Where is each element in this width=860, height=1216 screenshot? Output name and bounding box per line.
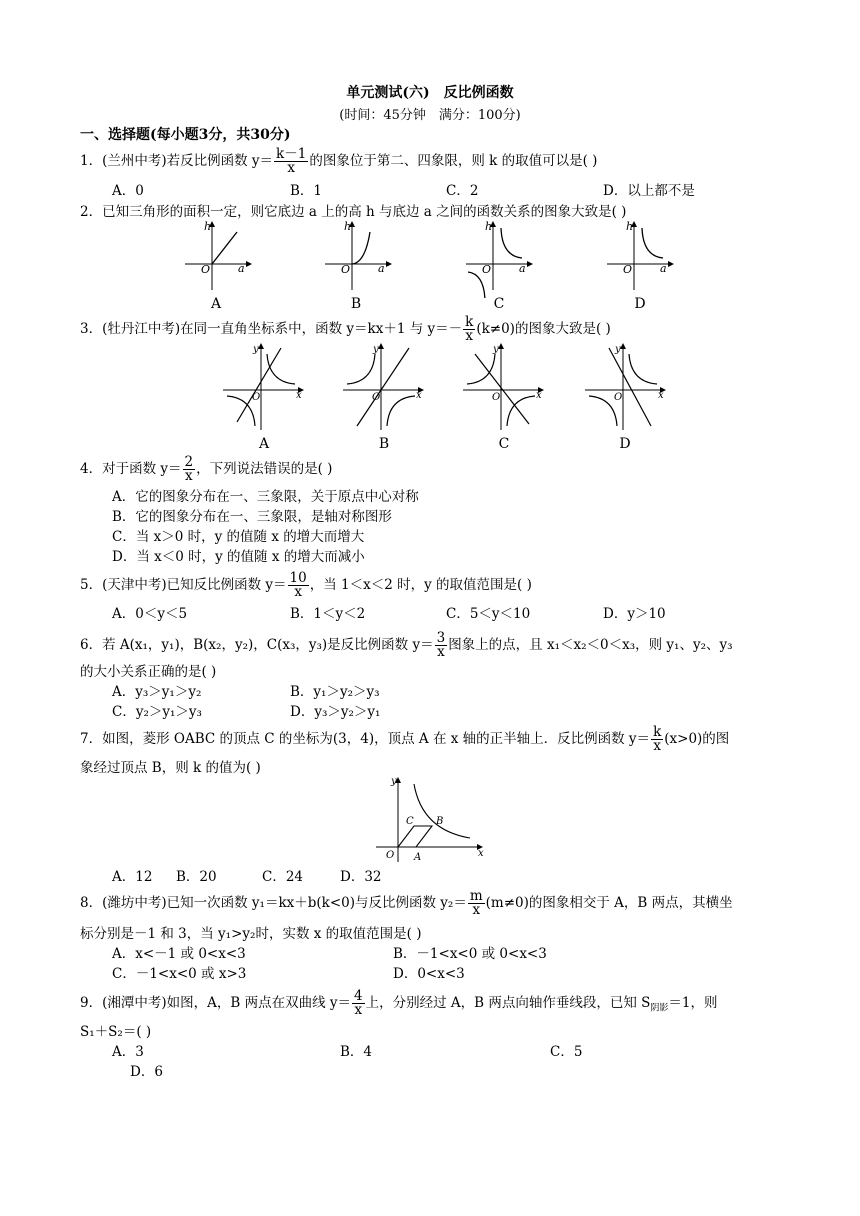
question-2: 2．已知三角形的面积一定，则它底边 a 上的高 h 与底边 a 之间的函数关系的图象大致是( )	[80, 204, 627, 220]
q8-option-a: A．x<－1 或 0<x<3	[112, 946, 246, 962]
q3-label-d: D	[619, 436, 631, 452]
q1-post: 的图象位于第二、四象限，则 k 的取值可以是( )	[309, 153, 598, 169]
q3-a-o: O	[252, 392, 261, 403]
q3-c-y: y	[493, 344, 499, 355]
q2-label-b: B	[350, 296, 362, 312]
q7-c-label: C	[406, 816, 414, 827]
q8-line2: 标分别是－1 和 3，当 y₁>y₂时，实数 x 的取值范围是( )	[80, 926, 422, 942]
q2-c-origin: O	[482, 263, 492, 276]
q6-option-b: B．y₁＞y₂＞y₃	[290, 684, 380, 700]
q9-option-c: C．5	[550, 1044, 583, 1060]
q6-frac-den: x	[437, 644, 445, 660]
q3-pre: 3．(牡丹江中考)在同一直角坐标系中，函数 y＝kx＋1 与 y＝－	[80, 321, 463, 337]
q2-graph-a	[185, 220, 251, 290]
q1-frac-den: x	[287, 160, 295, 176]
exam-title: 单元测试(六) 反比例函数	[346, 85, 514, 101]
q3-frac-den: x	[465, 328, 474, 344]
q2-a-a-label: a	[238, 262, 245, 275]
q3-graph-b	[343, 344, 423, 430]
q3-graph-a	[223, 344, 303, 430]
q1-option-b: B．1	[290, 183, 323, 199]
q3-d-o: O	[614, 392, 623, 403]
q2-graphs	[0, 218, 860, 298]
q5-option-a: A．0＜y＜5	[112, 606, 188, 622]
q3-graph-c	[463, 344, 543, 430]
q1-option-c: C．2	[446, 183, 479, 199]
q7-option-b: B．20	[176, 869, 217, 885]
q9-line2: S₁＋S₂＝( )	[80, 1024, 152, 1040]
q4-pre: 4．对于函数 y＝	[80, 461, 182, 477]
q3-c-x: x	[536, 390, 542, 401]
question-1	[80, 148, 597, 175]
q2-graph-b	[325, 220, 391, 290]
q3-d-x: x	[658, 390, 664, 401]
q3-label-c: C	[498, 436, 510, 452]
q5-pre: 5．(天津中考)已知反比例函数 y＝	[80, 577, 287, 593]
q1-option-d: D．以上都不是	[603, 183, 695, 199]
q6-option-d: D．y₃＞y₂＞y₁	[290, 704, 381, 720]
q8-frac-num: m	[469, 888, 483, 904]
q7-b-label: B	[436, 816, 444, 827]
q8-option-d: D．0<x<3	[393, 966, 465, 982]
q2-a-origin: O	[201, 263, 211, 276]
q9-option-a: A．3	[112, 1044, 144, 1060]
q7-frac-num: k	[653, 724, 662, 740]
q7-post: (x>0)的图	[664, 731, 730, 747]
q4-option-c: C．当 x＞0 时，y 的值随 x 的增大而增大	[112, 529, 365, 545]
q7-option-c: C．24	[262, 869, 304, 885]
q9-option-b: B．4	[340, 1044, 373, 1060]
q9-fraction	[352, 990, 365, 1017]
q4-post: ，下列说法错误的是( )	[196, 461, 333, 477]
q5-frac-den: x	[294, 584, 302, 600]
q7-x-label: x	[478, 848, 484, 859]
question-8	[80, 890, 733, 917]
question-5	[80, 572, 532, 599]
q3-post: (k≠0)的图象大致是( )	[476, 321, 611, 337]
q7-frac-den: x	[653, 738, 661, 754]
q5-option-d: D．y＞10	[603, 606, 666, 622]
q7-rhombus-figure	[372, 774, 492, 864]
q3-b-o: O	[372, 392, 381, 403]
q9-shaded-subscript: 阴影	[650, 1003, 669, 1014]
q4-fraction	[183, 456, 196, 483]
question-3	[80, 316, 611, 343]
q3-fraction	[463, 316, 475, 343]
q2-label-a: A	[210, 296, 222, 312]
q2-d-a-label: a	[660, 262, 667, 275]
q2-graph-c	[466, 220, 532, 298]
q7-a-label: A	[414, 852, 422, 863]
q8-fraction	[468, 890, 485, 917]
question-4	[80, 456, 332, 483]
q3-label-b: B	[378, 436, 390, 452]
q3-graph-d	[585, 344, 665, 430]
q7-o-label: O	[386, 850, 395, 861]
q4-option-d: D．当 x＜0 时，y 的值随 x 的增大而减小	[112, 549, 365, 565]
q3-a-x: x	[296, 390, 302, 401]
q7-line1: 7．如图，菱形 OABC 的顶点 C 的坐标为(3，4)，顶点 A 在 x 轴的正半轴上．反比例函数 y＝	[80, 731, 651, 747]
q7-option-d: D．32	[340, 869, 382, 885]
q2-d-origin: O	[623, 263, 633, 276]
question-7	[80, 726, 729, 753]
q2-label-d: D	[634, 296, 646, 312]
q8-post: (m≠0)的图象相交于 A，B 两点，其横坐	[485, 895, 733, 911]
q9-pre: 9．(湘潭中考)如图，A，B 两点在双曲线 y＝	[80, 995, 352, 1011]
q3-a-y: y	[253, 344, 259, 355]
q2-b-origin: O	[341, 263, 351, 276]
q5-option-b: B．1＜y＜2	[290, 606, 366, 622]
q7-option-a: A．12	[112, 869, 153, 885]
q8-frac-den: x	[472, 902, 481, 918]
q9-frac-den: x	[354, 1002, 363, 1018]
q6-pre: 6．若 A(x₁，y₁)，B(x₂，y₂)，C(x₃，y₃)是反比例函数 y＝	[80, 637, 434, 653]
question-6	[80, 632, 733, 659]
q4-option-b: B．它的图象分布在一、三象限，是轴对称图形	[112, 509, 392, 525]
q2-graph-d	[607, 220, 673, 290]
q3-frac-num: k	[465, 314, 474, 330]
q3-c-o: O	[492, 392, 501, 403]
q5-frac-num: 10	[289, 570, 307, 586]
q4-option-a: A．它的图象分布在一、三象限，关于原点中心对称	[112, 489, 419, 505]
q5-fraction	[288, 572, 309, 599]
q9-frac-num: 4	[354, 988, 363, 1004]
q6-option-c: C．y₂＞y₁＞y₃	[112, 704, 202, 720]
q6-line2: 的大小关系正确的是( )	[80, 664, 217, 680]
exam-subtitle: (时间：45分钟 满分：100分)	[339, 108, 521, 123]
q3-b-y: y	[373, 344, 379, 355]
q2-c-h-label: h	[485, 220, 493, 233]
q3-graphs	[0, 340, 860, 432]
q8-pre: 8．(潍坊中考)已知一次函数 y₁＝kx＋b(k<0)与反比例函数 y₂＝	[80, 895, 467, 911]
q2-d-h-label: h	[626, 220, 634, 233]
q9-option-d: D．6	[130, 1064, 163, 1080]
q8-option-b: B．－1<x<0 或 0<x<3	[393, 946, 547, 962]
q3-b-x: x	[416, 390, 422, 401]
q6-fraction	[435, 632, 448, 659]
q8-option-c: C．－1<x<0 或 x>3	[112, 966, 247, 982]
question-9	[80, 990, 718, 1019]
q2-label-c: C	[493, 296, 505, 312]
q2-b-a-label: a	[378, 262, 385, 275]
q1-frac-num: k－1	[276, 146, 307, 162]
q3-d-y: y	[615, 344, 621, 355]
q5-option-c: C．5＜y＜10	[446, 606, 531, 622]
q4-frac-num: 2	[184, 454, 194, 470]
q6-frac-num: 3	[436, 630, 446, 646]
q6-post: 图象上的点，且 x₁＜x₂＜0＜x₃，则 y₁、y₂、y₃	[448, 637, 733, 653]
q9-post: 上，分别经过 A，B 两点向轴作垂线段，已知 S	[365, 995, 651, 1011]
q3-label-a: A	[258, 436, 270, 452]
section-heading: 一、选择题(每小题3分，共30分)	[80, 127, 291, 143]
q2-b-h-label: h	[344, 220, 352, 233]
q1-pre: 1．(兰州中考)若反比例函数 y＝	[80, 153, 274, 169]
q4-frac-den: x	[185, 468, 193, 484]
q2-c-a-label: a	[519, 262, 526, 275]
q9-post2: ＝1，则	[668, 995, 718, 1011]
q7-y-label: y	[391, 776, 397, 787]
q7-line2: 象经过顶点 B，则 k 的值为( )	[80, 760, 261, 776]
q5-post: ，当 1＜x＜2 时，y 的取值范围是( )	[309, 577, 532, 593]
q2-a-h-label: h	[204, 220, 212, 233]
q7-fraction	[651, 726, 663, 753]
q1-fraction	[274, 148, 308, 175]
q6-option-a: A．y₃＞y₁＞y₂	[112, 684, 202, 700]
q1-option-a: A．0	[112, 183, 144, 199]
